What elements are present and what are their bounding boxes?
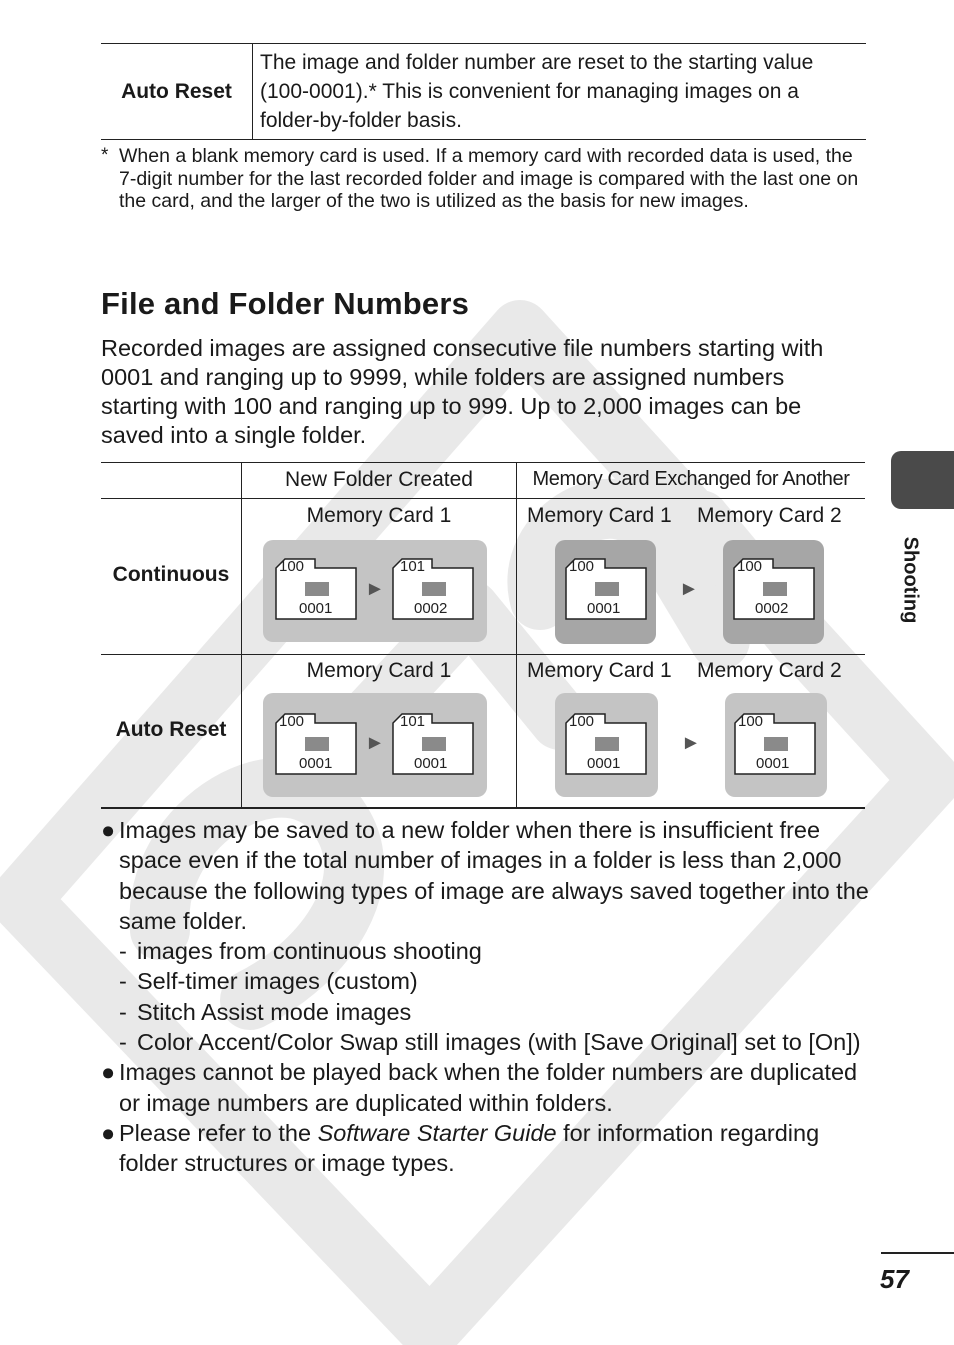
page-number: 57: [880, 1264, 909, 1294]
list-item: [101, 815, 871, 936]
image-number: 0001: [299, 600, 333, 617]
image-number: 0001: [587, 600, 621, 617]
dash-marker: -: [119, 998, 127, 1025]
image-number: 0001: [414, 755, 448, 772]
bullet-icon: ●: [101, 1119, 116, 1146]
bullet-icon: ●: [101, 817, 116, 843]
sub-item-text: Stitch Assist mode images: [137, 998, 412, 1025]
folder-number: 100: [569, 558, 595, 575]
intro-paragraph: Recorded images are assigned consecutive file numbers starting with 0001 and ranging up to 9999, while folders are assigned numbers starting with 100 and ranging up to 999. Up to 2,000 images can be saved into a single folder.: [101, 335, 824, 448]
folder-number: 100: [737, 558, 763, 575]
sub-item-text: Color Accent/Color Swap still images (with [Save Original] set to [On]): [137, 1029, 861, 1056]
folder-card-icon: [565, 713, 647, 775]
folder-card-icon: [275, 558, 357, 620]
guide-title: Software Starter Guide: [317, 1119, 557, 1146]
bullet-text-start: Please refer to the: [119, 1119, 318, 1146]
sub-list-item: [101, 936, 871, 966]
table-rule: [101, 807, 865, 809]
chapter-label: [886, 520, 934, 640]
image-number: 0001: [299, 755, 333, 772]
list-item: [101, 1118, 871, 1179]
folder-number: 100: [279, 713, 305, 730]
dash-marker: -: [119, 968, 127, 995]
folder-number: 100: [738, 713, 764, 730]
list-item: [101, 1057, 871, 1118]
row-label-continuous: Continuous: [112, 563, 230, 586]
chapter-label-text: Shooting: [899, 536, 922, 624]
dash-marker: -: [119, 1029, 127, 1056]
arrow-icon: ►: [365, 578, 385, 600]
sub-item-text: Self-timer images (custom): [137, 968, 418, 995]
caption-memory-card: Memory Card 1: [527, 659, 672, 682]
row-label-auto-reset: Auto Reset: [115, 718, 227, 741]
description-line: folder-by-folder basis.: [260, 109, 462, 132]
image-number: 0002: [414, 600, 448, 617]
auto-reset-description: [260, 48, 862, 135]
col-header-card-exchanged: Memory Card Exchanged for Another: [532, 468, 850, 490]
table-divider: [516, 462, 517, 809]
col-header-new-folder: New Folder Created: [285, 468, 473, 491]
folder-card-icon: [392, 713, 474, 775]
image-number: 0002: [755, 600, 789, 617]
section-heading: File and Folder Numbers: [101, 286, 470, 321]
page-number-rule: [881, 1252, 954, 1254]
table-rule: [101, 462, 865, 463]
bullet-text: Images may be saved to a new folder when there is insufficient free space even if the total number of images in a folder is less than 2,000 because the following types of image are always saved together into the same folder.: [119, 817, 869, 934]
caption-memory-card: Memory Card 1: [306, 659, 452, 682]
bullet-text: Images cannot be played back when the folder numbers are duplicated or image numbers are duplicated within folders.: [119, 1059, 858, 1116]
footnote-text: When a blank memory card is used. If a memory card with recorded data is used, the 7-digit number for the last recorded folder and image is compared with the last one on the card, and the larger of the two is utilized as the basis for new images.: [119, 145, 859, 212]
arrow-icon: ►: [365, 732, 385, 754]
folder-card-icon: [275, 713, 357, 775]
table-rule: [101, 654, 865, 655]
caption-memory-card: Memory Card 1: [306, 504, 452, 527]
folder-card-icon: [734, 713, 816, 775]
description-line: (100-0001).* This is convenient for managing images on a: [260, 80, 799, 103]
sub-list-item: [101, 1027, 871, 1057]
folder-number-diagram: [101, 462, 865, 809]
sub-list-item: [101, 997, 871, 1027]
footnote-marker: *: [101, 145, 109, 166]
image-number: 0001: [587, 755, 621, 772]
folder-card-icon: [392, 558, 474, 620]
folder-card-icon: [733, 558, 815, 620]
caption-memory-card: Memory Card 1: [527, 504, 672, 527]
bullet-text-end: for information regarding folder structures or image types.: [119, 1119, 820, 1177]
arrow-icon: ►: [681, 732, 701, 754]
image-number: 0001: [756, 755, 790, 772]
caption-memory-card: Memory Card 2: [697, 659, 842, 682]
auto-reset-table: [101, 43, 866, 140]
chapter-tab: [891, 451, 954, 509]
folder-number: 100: [279, 558, 305, 575]
folder-number: 101: [400, 713, 426, 730]
dash-marker: -: [119, 938, 127, 965]
sub-item-text: images from continuous shooting: [137, 938, 482, 965]
sub-list-item: [101, 966, 871, 996]
caption-memory-card: Memory Card 2: [697, 504, 842, 527]
auto-reset-label: Auto Reset: [101, 44, 253, 139]
notes-list: [101, 815, 871, 1179]
arrow-icon: ►: [679, 578, 699, 600]
description-line: The image and folder number are reset to the starting value: [260, 51, 814, 74]
table-rule: [101, 498, 865, 499]
folder-number: 100: [569, 713, 595, 730]
folder-card-icon: [565, 558, 647, 620]
bullet-icon: ●: [101, 1059, 116, 1086]
folder-number: 101: [400, 558, 426, 575]
